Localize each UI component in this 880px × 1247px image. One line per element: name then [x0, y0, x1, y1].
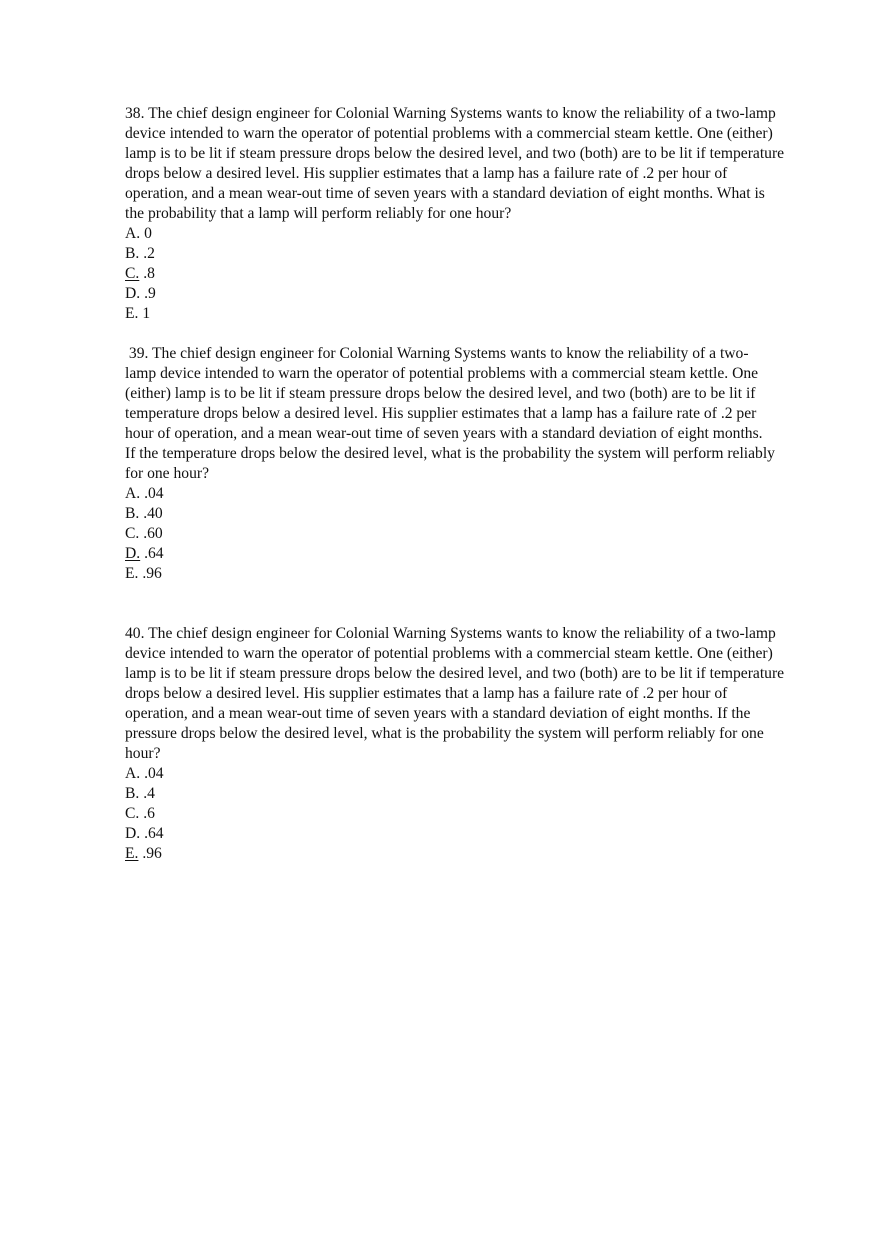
option-value: .4	[143, 785, 155, 802]
option-value: .60	[143, 525, 163, 542]
answer-option-b	[125, 784, 785, 804]
answer-option-d	[125, 284, 785, 304]
question-number: 38.	[125, 105, 145, 122]
option-value: .8	[143, 265, 155, 282]
answer-options	[125, 764, 785, 864]
answer-options	[125, 224, 785, 324]
answer-option-e	[125, 564, 785, 584]
option-letter: D.	[125, 825, 141, 842]
option-letter: C.	[125, 525, 140, 542]
option-value: .04	[144, 765, 164, 782]
option-letter: A.	[125, 765, 141, 782]
question-stem	[125, 104, 785, 224]
question-stem	[125, 344, 775, 484]
option-letter: E.	[125, 305, 139, 322]
option-value: .64	[144, 825, 164, 842]
option-value: .2	[143, 245, 155, 262]
answer-option-c	[125, 804, 785, 824]
answer-option-d	[125, 824, 785, 844]
option-letter: A.	[125, 485, 141, 502]
question-number: 39.	[128, 345, 149, 362]
document-page	[125, 104, 785, 864]
answer-option-c	[125, 524, 785, 544]
option-value: .6	[143, 805, 155, 822]
option-letter: B.	[125, 785, 140, 802]
question-39	[125, 344, 785, 584]
question-text: The chief design engineer for Colonial Warning Systems wants to know the reliability of a two-lamp device intended to warn the operator of potential problems with a commercial steam kettle. One (either) lamp is to be lit if steam pressure drops below the desired level, and two (both) are to be lit if temperature drops below a desired level. His supplier estimates that a lamp has a failure rate of .2 per hour of operation, and a mean wear-out time of seven years with a standard deviation of eight months. If the pressure drops below the desired level, what is the probability the system will perform reliably for one hour?	[125, 625, 785, 762]
option-letter: E.	[125, 565, 139, 582]
answer-option-a	[125, 224, 785, 244]
question-38	[125, 104, 785, 324]
option-letter-correct: C.	[125, 265, 140, 282]
option-value: .9	[144, 285, 156, 302]
answer-option-d	[125, 544, 785, 564]
question-number: 40.	[125, 625, 145, 642]
option-value: 1	[142, 305, 151, 322]
option-letter: B.	[125, 505, 140, 522]
option-letter: A.	[125, 225, 141, 242]
option-letter-correct: E.	[125, 845, 139, 862]
answer-option-c	[125, 264, 785, 284]
answer-option-a	[125, 764, 785, 784]
answer-option-b	[125, 244, 785, 264]
option-value: 0	[144, 225, 152, 242]
answer-option-a	[125, 484, 785, 504]
option-value: .40	[143, 505, 163, 522]
option-letter: B.	[125, 245, 140, 262]
question-text: The chief design engineer for Colonial Warning Systems wants to know the reliability of a two-lamp device intended to warn the operator of potential problems with a commercial steam kettle. One (either) lamp is to be lit if steam pressure drops below the desired level, and two (both) are to be lit if temperature drops below a desired level. His supplier estimates that a lamp has a failure rate of .2 per hour of operation, and a mean wear-out time of seven years with a standard deviation of eight months. What is the probability that a lamp will perform reliably for one hour?	[125, 105, 785, 222]
question-text: The chief design engineer for Colonial Warning Systems wants to know the reliability of a two-lamp device intended to warn the operator of potential problems with a commercial steam kettle. One (either) lamp is to be lit if steam pressure drops below the desired level, and two (both) are to be lit if temperature drops below a desired level. His supplier estimates that a lamp has a failure rate of .2 per hour of operation, and a mean wear-out time of seven years with a standard deviation of eight months. If the temperature drops below the desired level, what is the probability the system will perform reliably for one hour?	[125, 345, 775, 482]
option-value: .96	[142, 845, 162, 862]
answer-options	[125, 484, 785, 584]
spacer	[125, 324, 785, 344]
option-value: .04	[144, 485, 164, 502]
option-letter: C.	[125, 805, 140, 822]
option-letter: D.	[125, 285, 141, 302]
option-value: .96	[142, 565, 162, 582]
answer-option-e	[125, 304, 785, 324]
answer-option-b	[125, 504, 785, 524]
option-value: .64	[144, 545, 164, 562]
answer-option-e	[125, 844, 785, 864]
question-40	[125, 624, 785, 864]
question-stem	[125, 624, 785, 764]
option-letter-correct: D.	[125, 545, 141, 562]
spacer	[125, 584, 785, 604]
